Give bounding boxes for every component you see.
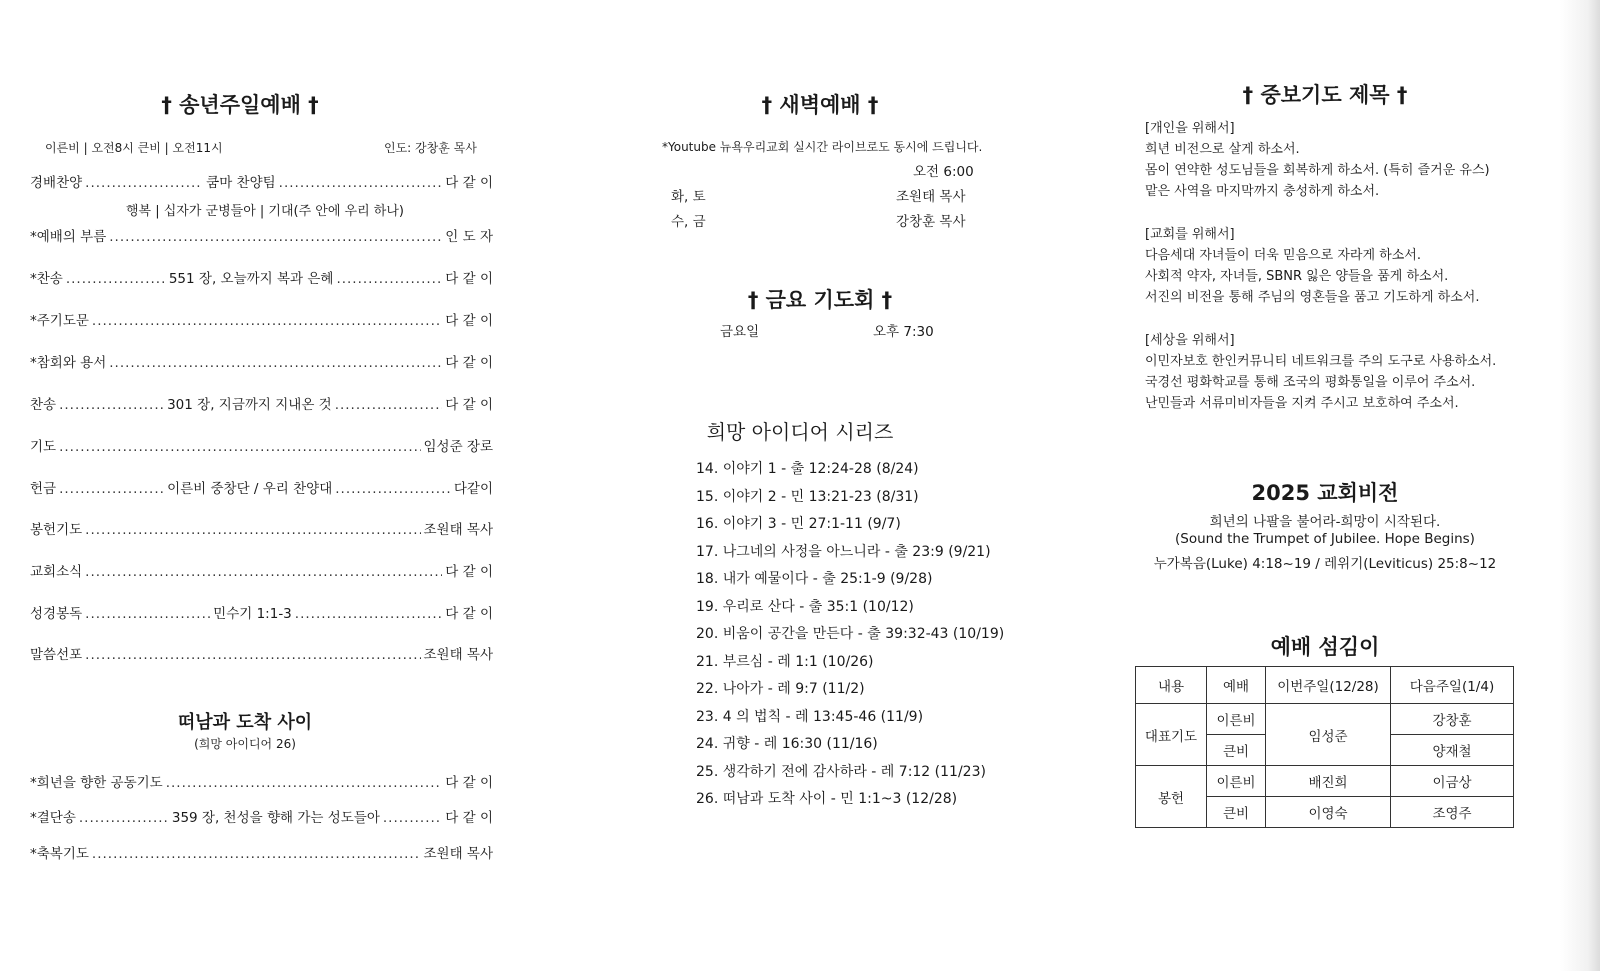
list-item: 24. 귀향 - 레 16:30 (11/16) xyxy=(696,736,878,752)
intercession-title: † 중보기도 제목 † xyxy=(1242,83,1408,107)
this-week-cell: 이영숙 xyxy=(1266,797,1391,828)
prayer-line: 이민자보호 한인커뮤니티 네트워크를 주의 도구로 사용하소서. xyxy=(1145,354,1497,369)
header-cell: 예배 xyxy=(1207,667,1266,704)
list-item: 19. 우리로 산다 - 출 35:1 (10/12) xyxy=(696,598,914,615)
order-item: *주기도문 ..... 다 같 이 xyxy=(30,309,493,329)
prayer-line: 국경선 평화학교를 통해 조국의 평화통일을 이루어 주소서. xyxy=(1145,375,1476,390)
prayer-section xyxy=(1145,118,1490,202)
praise-songs: 행복 | 십자가 군병들아 | 기대(주 안에 우리 하나) xyxy=(125,204,404,219)
page-edge-shadow xyxy=(1560,0,1600,971)
service-cell: 이른비 xyxy=(1207,704,1266,735)
sunday-service-title: † 송년주일예배 † xyxy=(161,93,319,117)
list-item: 21. 부르심 - 레 1:1 (10/26) xyxy=(696,653,874,670)
header-cell: 내용 xyxy=(1136,667,1207,704)
list-item: 17. 나그네의 사정을 아느니라 - 출 23:9 (9/21) xyxy=(696,543,991,560)
order-item: *찬송 ..... 551 장, 오늘까지 복과 은혜 ..... 다 같 이 xyxy=(30,267,493,287)
next-week-cell: 강창훈 xyxy=(1391,704,1514,735)
prayer-line: 희년 비전으로 살게 하소서. xyxy=(1145,142,1300,157)
list-item: 14. 이야기 1 - 출 12:24-28 (8/24) xyxy=(696,461,919,477)
service-cell: 큰비 xyxy=(1207,797,1266,828)
list-item: 15. 이야기 2 - 민 13:21-23 (8/31) xyxy=(696,488,919,505)
roster-title: 예배 섬김이 xyxy=(1270,635,1380,659)
service-cell: 큰비 xyxy=(1207,735,1266,766)
header-cell: 다음주일(1/4) xyxy=(1391,667,1514,704)
prayer-section-header: [세상을 위해서] xyxy=(1145,333,1235,348)
friday-day: 금요일 xyxy=(720,324,760,340)
prayer-line: 맡은 사역을 마지막까지 충성하게 하소서. xyxy=(1145,184,1380,199)
dawn-pastor: 강창훈 목사 xyxy=(896,214,966,230)
prayer-section-header: [교회를 위해서] xyxy=(1145,227,1235,242)
row-label: 봉헌 xyxy=(1136,766,1207,828)
order-item: 경배찬양 ..... 쿰마 찬양팀 ..... 다 같 이 xyxy=(30,171,493,191)
table-row xyxy=(1136,766,1514,797)
order-item: 교회소식 ..... 다 같 이 xyxy=(30,560,493,580)
order-item: *참회와 용서 ..... 다 같 이 xyxy=(30,351,493,371)
serving-roster-table xyxy=(1135,666,1514,828)
dawn-days: 화, 토 xyxy=(671,189,706,205)
prayer-section-header: [개인을 위해서] xyxy=(1145,121,1235,136)
friday-prayer-title: † 금요 기도회 † xyxy=(747,288,893,312)
this-week-cell: 배진희 xyxy=(1266,766,1391,797)
order-item: 성경봉독 ..... 민수기 1:1-3 ..... 다 같 이 xyxy=(30,602,493,622)
vision-line: 희년의 나팔을 불어라-희망이 시작된다. xyxy=(1209,514,1441,530)
prayer-line: 몸이 연약한 성도님들을 회복하게 하소서. (특히 즐거운 유스) xyxy=(1145,163,1490,178)
dawn-service-title: † 새벽예배 † xyxy=(761,93,879,117)
service-cell: 이른비 xyxy=(1207,766,1266,797)
prayer-line: 난민들과 서류미비자들을 지켜 주시고 보호하여 주소서. xyxy=(1145,396,1459,411)
order-item: *예배의 부름 ..... 인 도 자 xyxy=(30,225,493,245)
list-item: 20. 비움이 공간을 만든다 - 출 39:32-43 (10/19) xyxy=(696,626,1005,642)
order-item: 말씀선포 ..... 조원태 목사 xyxy=(30,643,493,663)
list-item: 25. 생각하기 전에 감사하라 - 레 7:12 (11/23) xyxy=(696,763,986,780)
order-item: *결단송 ..... 359 장, 천성을 향해 가는 성도들아 ..... 다 같 이 xyxy=(30,806,493,826)
order-item: 헌금 ..... 이른비 중창단 / 우리 찬양대 ..... 다같이 xyxy=(30,477,493,497)
header-cell: 이번주일(12/28) xyxy=(1266,667,1391,704)
prayer-section xyxy=(1145,224,1479,308)
dawn-time: 오전 6:00 xyxy=(913,164,974,180)
order-item: *축복기도 ..... 조원태 목사 xyxy=(30,842,493,862)
series-title: 희망 아이디어 시리즈 xyxy=(706,420,894,444)
service-times: 이른비 | 오전8시 큰비 | 오전11시 xyxy=(45,141,223,155)
prayer-line: 서진의 비전을 통해 주님의 영혼들을 품고 기도하게 하소서. xyxy=(1145,290,1480,305)
vision-line: (Sound the Trumpet of Jubilee. Hope Begins) xyxy=(1175,531,1475,547)
table-row xyxy=(1136,667,1514,704)
friday-time: 오후 7:30 xyxy=(873,324,934,340)
next-week-cell: 조영주 xyxy=(1391,797,1514,828)
vision-title: 2025 교회비전 xyxy=(1251,481,1399,505)
order-item: *희년을 향한 공동기도 ..... 다 같 이 xyxy=(30,771,493,791)
list-item: 22. 나아가 - 레 9:7 (11/2) xyxy=(696,681,865,697)
sermon-title: 떠남과 도착 사이 xyxy=(177,712,313,733)
row-label: 대표기도 xyxy=(1136,704,1207,766)
order-item: 기도 ..... 임성준 장로 xyxy=(30,435,493,455)
next-week-cell: 양재철 xyxy=(1391,735,1514,766)
list-item: 23. 4 의 법칙 - 레 13:45-46 (11/9) xyxy=(696,708,924,725)
list-item: 16. 이야기 3 - 민 27:1-11 (9/7) xyxy=(696,516,901,532)
dawn-pastor: 조원태 목사 xyxy=(896,189,966,205)
prayer-line: 다음세대 자녀들이 더욱 믿음으로 자라게 하소서. xyxy=(1145,248,1421,263)
list-item: 18. 내가 예물이다 - 출 25:1-9 (9/28) xyxy=(696,571,933,587)
order-item: 찬송 ..... 301 장, 지금까지 지내온 것 ..... 다 같 이 xyxy=(30,393,493,413)
next-week-cell: 이금상 xyxy=(1391,766,1514,797)
prayer-line: 사회적 약자, 자녀들, SBNR 잃은 양들을 품게 하소서. xyxy=(1145,269,1449,284)
series-list xyxy=(696,458,1004,816)
vision-line: 누가복음(Luke) 4:18~19 / 레위기(Leviticus) 25:8~12 xyxy=(1153,556,1497,572)
dawn-note: *Youtube 뉴욕우리교회 실시간 라이브로도 동시에 드립니다. xyxy=(662,140,983,154)
dawn-days: 수, 금 xyxy=(671,214,706,230)
table-row xyxy=(1136,704,1514,735)
prayer-section xyxy=(1145,330,1496,414)
service-leader: 인도: 강창훈 목사 xyxy=(384,141,477,155)
this-week-cell: 임성준 xyxy=(1266,704,1391,766)
order-item: 봉헌기도 ..... 조원태 목사 xyxy=(30,518,493,538)
list-item: 26. 떠남과 도착 사이 - 민 1:1~3 (12/28) xyxy=(696,791,958,807)
sermon-subtitle: (희망 아이디어 26) xyxy=(194,737,296,751)
